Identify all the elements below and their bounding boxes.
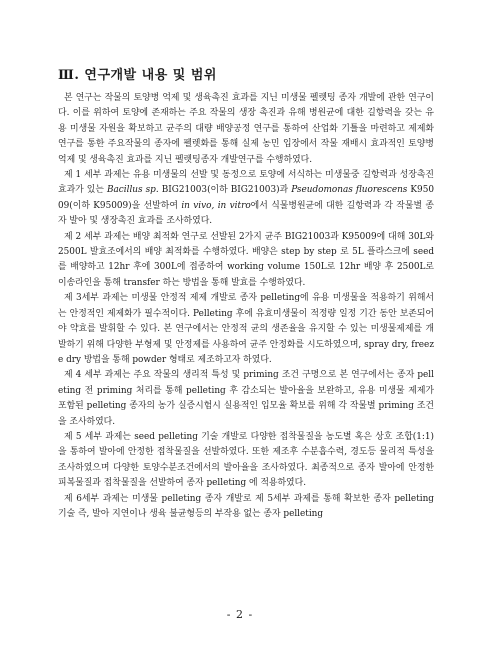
paragraph — [58, 430, 434, 492]
paragraph-text: 에서 식물병원균에 대한 길항력과 각 작물별 종자 발아 및 생장촉진 효과를 조사하였다. — [58, 200, 434, 227]
paragraph-text: BIG21003(이하 BIG21003)과 — [158, 185, 292, 196]
paragraph-text: 제 4 세부 과제는 주요 작물의 생리적 특성 및 priming 조건 구명으로 본 연구에서는 종자 pelleting 전 priming 처리를 통해 pelleting 후 감소되는 발아율을 보완하고, 유용 미생물 제제가 포함된 pelleting 종자의 농가 실증시험시 실용적인 입모율 확보를 위해 각 작물별 priming 조건을 조사하였다. — [58, 370, 434, 427]
body-text — [58, 91, 434, 522]
paragraph — [58, 492, 434, 523]
page-number: - 2 - — [226, 608, 254, 621]
paragraph-text: K95009(이하 K95009)을 선발하여 — [58, 185, 434, 211]
paragraph — [58, 291, 434, 368]
italic-term: in vivo, in vitro — [181, 200, 251, 211]
paragraph — [58, 368, 434, 430]
paragraph — [58, 91, 434, 168]
section-title: Ⅲ. 연구개발 내용 및 범위 — [58, 68, 217, 83]
paragraph-text: 제 3세부 과제는 미생물 안정적 제제 개발로 종자 pelleting에 유용 미생물을 적용하기 위해서는 안정적인 제제화가 필수적이다. Pelleting 후에 유효미생물이 적정량 일정 기간 동안 보존되어야 약효를 발휘할 수 있다. 본 연구에서는 안정적 균의 생존율을 유지할 수 있는 미생물제제를 개발하기 위해 다양한 부형제 및 안정제를 사용하여 균주 안정화를 시도하였으며, spray dry, freeze dry 방법을 통해 powder 형태로 제조하고자 하였다. — [58, 293, 434, 365]
paragraph-text: 본 연구는 작물의 토양병 억제 및 생육촉진 효과를 지닌 미생물 펠렛팅 종자 개발에 관한 연구이다. 이를 위하여 토양에 존재하는 주요 작물의 생장 촉진과 유해 병원균에 대한 길항력을 갖는 유용 미생물 자원을 확보하고 균주의 대량 배양공정 연구를 통하여 산업화 기틀을 마련하고 제제화 연구를 통한 주요작물의 종자에 펠렛화를 통해 실제 농민 입장에서 작물 재배시 효과적인 토양병억제 및 생육촉진 효과를 지닌 펠렛팅종자 개발연구를 수행하였다. — [58, 93, 434, 165]
italic-term: Pseudomonas fluorescens — [291, 185, 408, 196]
paragraph — [58, 230, 434, 292]
paragraph-text: 제 2 세부 과제는 배양 최적화 연구로 선발된 2가지 균주 BIG21003과 K95009에 대해 30L와 2500L 발효조에서의 배양 최적화를 수행하였다. 배양은 step by step 로 5L 플라스크에 seed를 배양하고 12hr 후에 300L에 접종하여 working volume 150L로 12hr 배양 후 2500L로 이송라인을 통해 transfer 하는 방법을 통해 발효를 수행하였다. — [58, 231, 434, 288]
paragraph-text: 제 1 세부 과제는 유용 미생물의 선발 및 동정으로 토양에 서식하는 미생물중 길항력과 성장촉진 효과가 있는 — [58, 170, 434, 196]
italic-term: Bacillus sp. — [106, 185, 159, 196]
paragraph — [58, 168, 434, 230]
paragraph-text: 제 6세부 과제는 미생물 pelleting 종자 개발로 제 5세부 과제를 통해 확보한 종자 pelleting 기술 즉, 발아 지연이나 생육 불균형등의 부작용 없는 종자 pelleting — [58, 493, 434, 519]
paragraph-text: 제 5 세부 과제는 seed pelleting 기술 개발로 다양한 접착물질을 농도별 혹은 상호 조합(1:1)을 통하여 발아에 안정한 접착물질을 선발하였다. 또한 제조후 수분흡수력, 경도등 물리적 특성을 조사하였으며 다양한 토양수분조건에서의 발아율을 조사하였다. 최종적으로 종자 발아에 안정한 피복물질과 접착물질을 선발하여 종자 pelleting 에 적용하였다. — [58, 431, 434, 489]
